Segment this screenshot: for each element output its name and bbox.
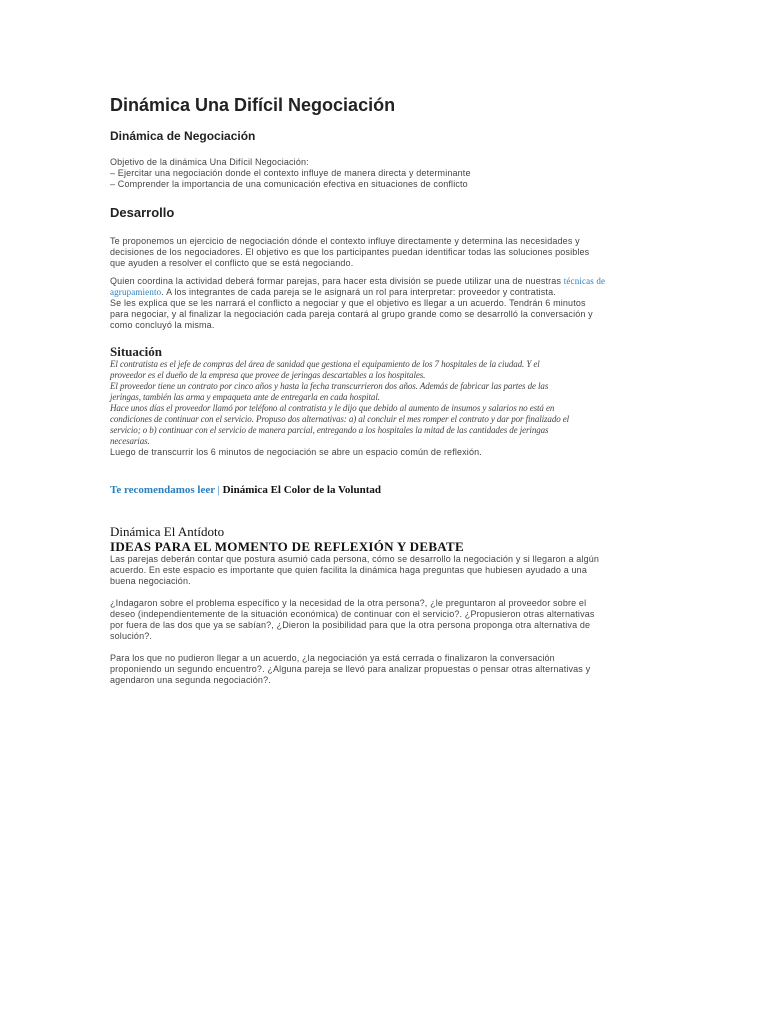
ideas-paragraph-3	[110, 653, 658, 686]
paragraph-line: agendaron una segunda negociación?.	[110, 675, 271, 685]
recommend-separator: |	[217, 484, 220, 496]
ideas-paragraph-1	[110, 554, 658, 587]
paragraph-line: por fuera de las dos que ya se sabían?, ¿Dieron la posibilidad para que la otra persona proponga otra alternativa de	[110, 620, 591, 630]
paragraph-line: para negociar, y al finalizar la negociación cada pareja contará al grupo grande como se desarrolló la conversación y	[110, 309, 593, 319]
paragraph-line: deseo (independientemente de la situación económica) de continuar con el servicio?. ¿Propusieron otras alternativas	[110, 609, 595, 619]
situacion-closing-line: Luego de transcurrir los 6 minutos de negociación se abre un espacio común de reflexión.	[110, 447, 482, 457]
situacion-line: servicio; o b) continuar con el servicio de manera parcial, entregando a los hospitales la mitad de las cantidades de jeringas	[110, 425, 549, 435]
paragraph-line: Para los que no pudieron llegar a un acuerdo, ¿la negociación ya está cerrada o finalizaron la conversación	[110, 653, 555, 663]
recommend-title-link[interactable]: Dinámica El Color de la Voluntad	[222, 484, 382, 496]
tecnicas-agrupamiento-link[interactable]: técnicas de	[563, 276, 606, 286]
situacion-line: El proveedor tiene un contrato por cinco años y hasta la fecha transcurrieron dos años. Además de fabricar las partes de las	[110, 381, 549, 391]
paragraph-line	[110, 276, 658, 287]
objective-line: Objetivo de la dinámica Una Difícil Negociación:	[110, 157, 309, 167]
paragraph-line: Se les explica que se les narrará el conflicto a negociar y que el objetivo es llegar a un acuerdo. Tendrán 6 minutos	[110, 298, 586, 308]
objective-block	[110, 157, 658, 190]
paragraph-line: solución?.	[110, 631, 153, 641]
ideas-heading: IDEAS PARA EL MOMENTO DE REFLEXIÓN Y DEBATE	[110, 539, 464, 554]
paragraph-line: Te proponemos un ejercicio de negociación dónde el contexto influye directamente y determina las necesidades y	[110, 236, 580, 246]
document-subtitle: Dinámica de Negociación	[110, 129, 256, 143]
objective-line: – Ejercitar una negociación donde el contexto influye de manera directa y determinante	[110, 168, 471, 178]
paragraph-line: decisiones de los negociadores. El objetivo es que los participantes puedan identificar todas las soluciones posibles	[110, 247, 590, 257]
tecnicas-agrupamiento-link-cont[interactable]: agrupamiento	[110, 287, 162, 297]
paragraph-line: Las parejas deberán contar que postura asumió cada persona, cómo se desarrollo la negociación y si llegaron a algún	[110, 554, 600, 564]
document-title: Dinámica Una Difícil Negociación	[110, 95, 396, 115]
ideas-paragraph-2	[110, 598, 658, 642]
paragraph-line: proponiendo un segundo encuentro?. ¿Alguna pareja se llevó para analizar propuestas o pensar otras alternativas y	[110, 664, 591, 674]
paragraph-text: . A los integrantes de cada pareja se le asignará un rol para interpretar: proveedor y contratista.	[161, 287, 556, 297]
paragraph-line: acuerdo. En este espacio es importante que quien facilita la dinámica haga preguntas que hubiesen ayudado a una	[110, 565, 587, 575]
paragraph-line: ¿Indagaron sobre el problema específico y la necesidad de la otra persona?, ¿le preguntaron al proveedor sobre el	[110, 598, 587, 608]
objective-line: – Comprender la importancia de una comunicación efectiva en situaciones de conflicto	[110, 179, 468, 189]
desarrollo-heading: Desarrollo	[110, 205, 175, 220]
paragraph-line: como concluyó la misma.	[110, 320, 215, 330]
paragraph-line: buena negociación.	[110, 576, 191, 586]
paragraph-line: que ayuden a resolver el conflicto que se está negociando.	[110, 258, 354, 268]
situacion-line: proveedor es el dueño de la empresa que provee de jeringas descartables a los hospitales.	[110, 370, 426, 380]
recommend-block	[110, 483, 658, 497]
situacion-line: necesarias.	[110, 436, 150, 446]
desarrollo-paragraph-2	[110, 276, 658, 331]
document-page	[110, 94, 658, 686]
recommend-label-link[interactable]: Te recomendamos leer	[110, 484, 215, 496]
paragraph-text: Quien coordina la actividad deberá formar parejas, para hacer esta división se puede utilizar una de nuestras	[110, 276, 564, 286]
situacion-block	[110, 359, 658, 458]
desarrollo-paragraph-1	[110, 236, 658, 269]
paragraph-line	[110, 287, 658, 298]
situacion-line: Hace unos días el proveedor llamó por teléfono al contratista y le dijo que debido al aumento de insumos y salarios no está en	[110, 403, 555, 413]
situacion-line: El contratista es el jefe de compras del área de sanidad que gestiona el equipamiento de los 7 hospitales de la ciudad. Y el	[110, 359, 540, 369]
situacion-line: jeringas, también las arma y empaqueta ante de entregarla en cada hospital.	[110, 392, 380, 402]
antidoto-title: Dinámica El Antídoto	[110, 524, 225, 539]
situacion-line: condiciones de continuar con el servicio. Propuso dos alternativas: a) al concluir el mes romper el contrato y dar por finalizado el	[110, 414, 570, 424]
situacion-heading: Situación	[110, 344, 163, 359]
